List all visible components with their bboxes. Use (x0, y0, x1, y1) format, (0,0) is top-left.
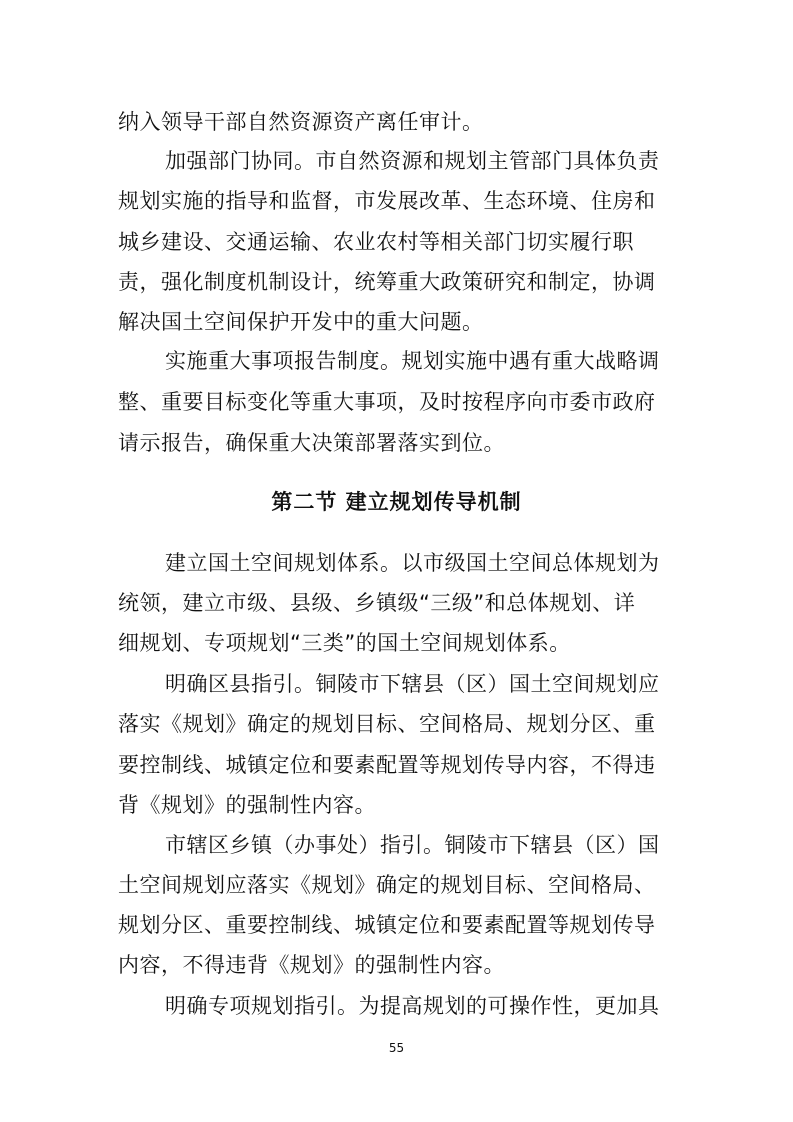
body-text-line: 内容，不得违背《规划》的强制性内容。 (118, 953, 505, 977)
body-text-line: 背《规划》的强制性内容。 (118, 793, 376, 817)
paragraph-first-line: 明确区县指引。铜陵市下辖县（区）国土空间规划应 (165, 672, 660, 696)
paragraph-first-line: 加强部门协同。市自然资源和规划主管部门具体负责 (165, 149, 660, 173)
page-number: 55 (388, 1041, 405, 1055)
body-text-line: 请示报告，确保重大决策部署落实到位。 (118, 431, 505, 455)
paragraph-first-line: 市辖区乡镇（办事处）指引。铜陵市下辖县（区）国 (165, 833, 660, 857)
body-text-line: 落实《规划》确定的规划目标、空间格局、规划分区、重 (118, 712, 656, 736)
body-text-line: 纳入领导干部自然资源资产离任审计。 (118, 110, 484, 134)
paragraph-first-line: 建立国土空间规划体系。以市级国土空间总体规划为 (165, 551, 660, 575)
body-text-line: 责，强化制度机制设计，统筹重大政策研究和制定，协调 (118, 270, 656, 294)
body-text-line: 土空间规划应落实《规划》确定的规划目标、空间格局、 (118, 873, 656, 897)
body-text-line: 统领，建立市级、县级、乡镇级“三级”和总体规划、详 (118, 591, 636, 615)
body-text-line: 规划实施的指导和监督，市发展改革、生态环境、住房和 (118, 189, 656, 213)
body-text-line: 城乡建设、交通运输、农业农村等相关部门切实履行职 (118, 230, 634, 254)
body-text-line: 整、重要目标变化等重大事项，及时按程序向市委市政府 (118, 390, 656, 414)
body-text-line: 规划分区、重要控制线、城镇定位和要素配置等规划传导 (118, 913, 656, 937)
paragraph-first-line: 明确专项规划指引。为提高规划的可操作性，更加具 (165, 994, 660, 1018)
body-text-line: 要控制线、城镇定位和要素配置等规划传导内容，不得违 (118, 753, 656, 777)
body-text-line: 解决国土空间保护开发中的重大问题。 (118, 310, 484, 334)
paragraph-first-line: 实施重大事项报告制度。规划实施中遇有重大战略调 (165, 349, 660, 373)
body-text-line: 细规划、专项规划“三类”的国土空间规划体系。 (118, 631, 571, 655)
section-heading: 第二节 建立规划传导机制 (271, 490, 522, 514)
